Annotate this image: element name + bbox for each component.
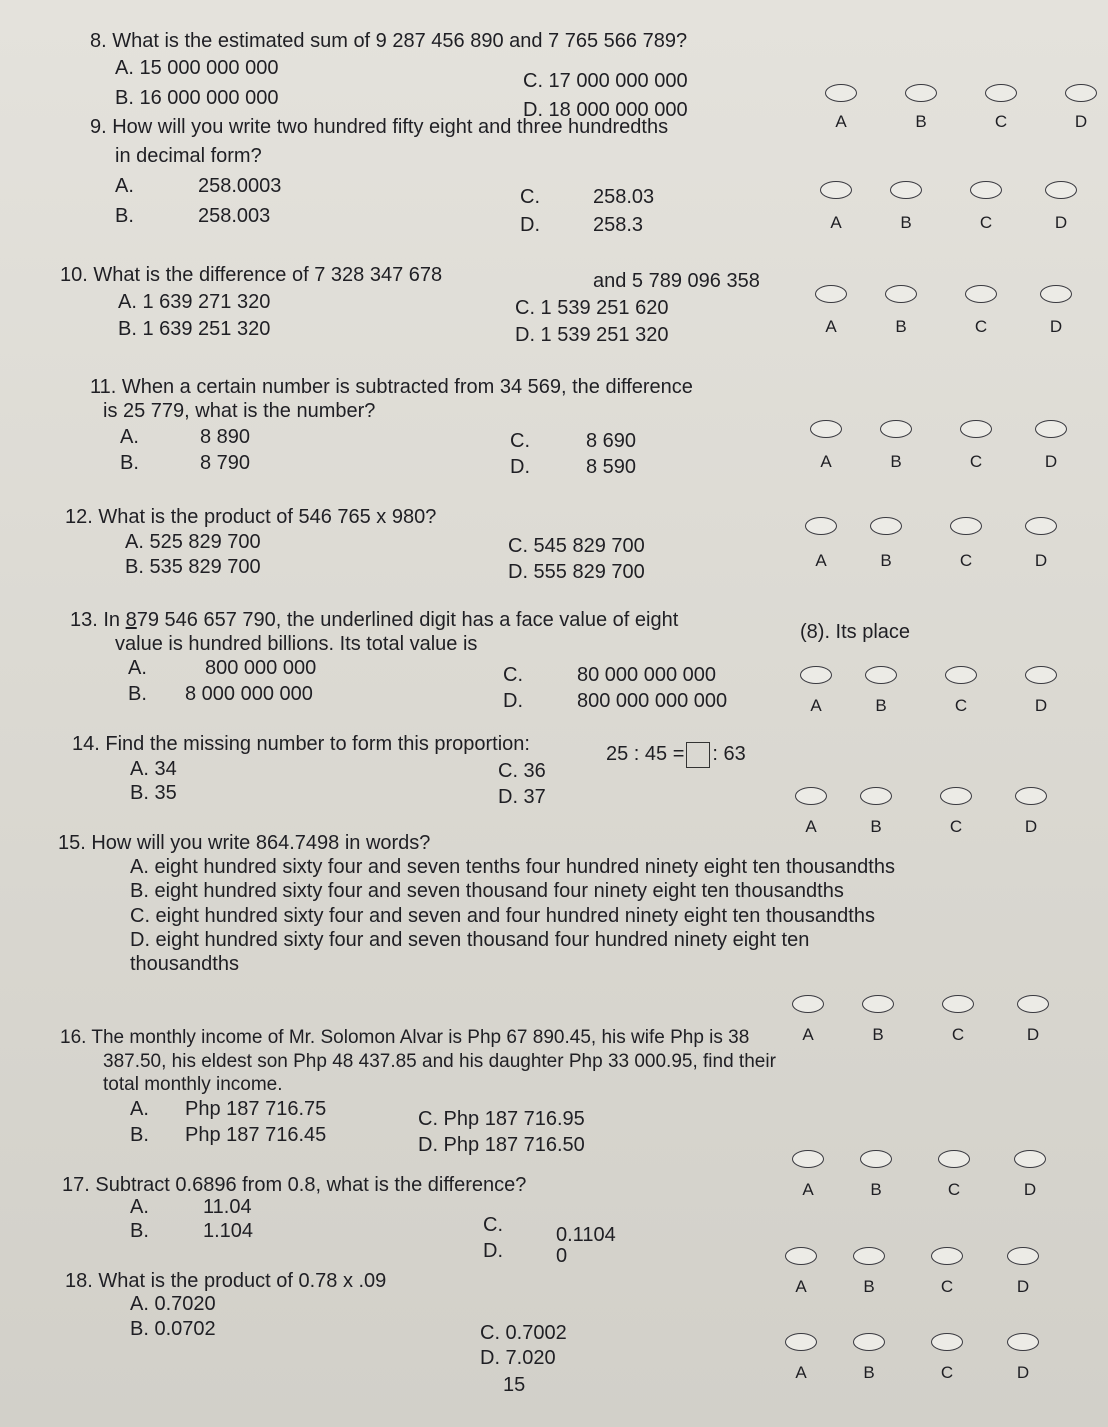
q13-bubble-label-d: D: [1034, 696, 1048, 715]
q17-option-a-label: A.: [130, 1196, 149, 1218]
q10-bubble-label-a: A: [825, 317, 837, 336]
q17-option-c: 0.1104: [556, 1224, 616, 1246]
q16-bubble-a[interactable]: [792, 1150, 824, 1168]
q10-bubble-b[interactable]: [885, 285, 917, 303]
q15-bubble-label-c: C: [951, 1025, 965, 1044]
q14-bubble-a[interactable]: [795, 787, 827, 805]
q16-option-a-label: A.: [130, 1098, 149, 1120]
q13-option-b-label: B.: [128, 683, 147, 705]
q13-bubble-label-b: B: [875, 696, 887, 715]
q11-option-d: 8 590: [586, 456, 637, 478]
q14-proportion-right: : 63: [712, 743, 746, 765]
q14-option-a: A. 34: [130, 758, 177, 780]
q10-bubble-label-b: B: [895, 317, 907, 336]
q13-option-b: 8 000 000 000: [185, 683, 313, 705]
q14-bubble-label-d: D: [1024, 817, 1038, 836]
q13-stem-line2: value is hundred billions. Its total value is: [115, 633, 478, 655]
q12-option-d: D. 555 829 700: [508, 561, 645, 583]
q14-option-b: B. 35: [130, 782, 177, 804]
page-number: 15: [503, 1374, 526, 1396]
q17-bubble-label-c: C: [940, 1277, 954, 1296]
q8-bubble-a[interactable]: [825, 84, 857, 102]
q13-option-c-label: C.: [503, 664, 523, 686]
q17-bubble-d[interactable]: [1007, 1247, 1039, 1265]
q16-option-a: Php 187 716.75: [185, 1098, 327, 1120]
q12-bubble-label-c: C: [959, 551, 973, 570]
q10-option-a: A. 1 639 271 320: [118, 291, 271, 313]
q16-option-d: D. Php 187 716.50: [418, 1134, 585, 1156]
q17-option-d-label: D.: [483, 1240, 503, 1262]
q13-stem-text: 79 546 657 790, the underlined digit has a face value of eight: [136, 609, 679, 631]
q13-stem-tail: (8). Its place: [800, 621, 911, 643]
q18-bubble-label-d: D: [1016, 1363, 1030, 1382]
q9-option-c: 258.03: [593, 186, 655, 208]
q18-stem: 18. What is the product of 0.78 x .09: [65, 1270, 387, 1292]
q15-bubble-d[interactable]: [1017, 995, 1049, 1013]
q17-bubble-b[interactable]: [853, 1247, 885, 1265]
q10-stem-part2: and 5 789 096 358: [593, 270, 760, 292]
q9-bubble-label-a: A: [830, 213, 842, 232]
q10-bubble-label-d: D: [1049, 317, 1063, 336]
q15-bubble-label-a: A: [802, 1025, 814, 1044]
q11-option-a-label: A.: [120, 426, 139, 448]
q13-bubble-label-a: A: [810, 696, 822, 715]
q17-bubble-label-a: A: [795, 1277, 807, 1296]
q10-bubble-c[interactable]: [965, 285, 997, 303]
q16-bubble-b[interactable]: [860, 1150, 892, 1168]
q8-bubble-label-a: A: [835, 112, 847, 131]
q9-stem-line2: in decimal form?: [115, 145, 262, 167]
q17-bubble-label-b: B: [863, 1277, 875, 1296]
q10-stem-part1: 10. What is the difference of 7 328 347 678: [60, 264, 443, 286]
q18-option-a: A. 0.7020: [130, 1293, 216, 1315]
q9-bubble-c[interactable]: [970, 181, 1002, 199]
q16-bubble-label-b: B: [870, 1180, 882, 1199]
q12-option-c: C. 545 829 700: [508, 535, 645, 557]
q15-option-b: B. eight hundred sixty four and seven thousand four ninety eight ten thousandths: [130, 880, 844, 902]
q15-bubble-b[interactable]: [862, 995, 894, 1013]
q8-bubble-label-b: B: [915, 112, 927, 131]
q9-bubble-a[interactable]: [820, 181, 852, 199]
q16-option-b-label: B.: [130, 1124, 149, 1146]
q10-bubble-label-c: C: [974, 317, 988, 336]
q15-bubble-label-d: D: [1026, 1025, 1040, 1044]
q16-stem-line2: 387.50, his eldest son Php 48 437.85 and his daughter Php 33 000.95, find their: [103, 1051, 776, 1072]
q9-bubble-label-d: D: [1054, 213, 1068, 232]
q8-option-b: B. 16 000 000 000: [115, 87, 279, 109]
q16-stem-line3: total monthly income.: [103, 1074, 283, 1095]
q13-bubble-a[interactable]: [800, 666, 832, 684]
q8-bubble-d[interactable]: [1065, 84, 1097, 102]
q15-option-d-line2: thousandths: [130, 953, 239, 975]
q17-bubble-label-d: D: [1016, 1277, 1030, 1296]
q10-option-b: B. 1 639 251 320: [118, 318, 271, 340]
q13-option-a-label: A.: [128, 657, 147, 679]
q16-option-c: C. Php 187 716.95: [418, 1108, 585, 1130]
q16-bubble-d[interactable]: [1014, 1150, 1046, 1168]
q9-stem-line1: 9. How will you write two hundred fifty eight and three hundredths: [90, 116, 669, 138]
q16-option-b: Php 187 716.45: [185, 1124, 327, 1146]
q10-bubble-a[interactable]: [815, 285, 847, 303]
q15-bubble-c[interactable]: [942, 995, 974, 1013]
q11-stem-line1: 11. When a certain number is subtracted from 34 569, the difference: [90, 376, 693, 398]
q11-option-d-label: D.: [510, 456, 530, 478]
q16-stem-line1: 16. The monthly income of Mr. Solomon Alvar is Php 67 890.45, his wife Php is 38: [60, 1027, 750, 1048]
q14-bubble-b[interactable]: [860, 787, 892, 805]
q13-stem-line1: [70, 609, 678, 631]
q15-bubble-label-b: B: [872, 1025, 884, 1044]
q9-bubble-label-b: B: [900, 213, 912, 232]
q9-bubble-b[interactable]: [890, 181, 922, 199]
q12-bubble-c[interactable]: [950, 517, 982, 535]
q16-bubble-label-d: D: [1023, 1180, 1037, 1199]
q15-bubble-a[interactable]: [792, 995, 824, 1013]
q17-option-b: 1.104: [203, 1220, 254, 1242]
q14-bubble-label-c: C: [949, 817, 963, 836]
q14-bubble-label-b: B: [870, 817, 882, 836]
q12-bubble-b[interactable]: [870, 517, 902, 535]
q11-bubble-b[interactable]: [880, 420, 912, 438]
q13-option-c: 80 000 000 000: [577, 664, 717, 686]
q11-option-a: 8 890: [200, 426, 251, 448]
q17-option-a: 11.04: [203, 1196, 252, 1218]
q9-option-d: 258.3: [593, 214, 644, 236]
q18-option-d: D. 7.020: [480, 1347, 556, 1369]
q14-option-d: D. 37: [498, 786, 546, 808]
q9-option-c-label: C.: [520, 186, 540, 208]
q15-stem: 15. How will you write 864.7498 in words?: [58, 832, 431, 854]
q11-stem-line2: is 25 779, what is the number?: [103, 400, 376, 422]
q14-bubble-label-a: A: [805, 817, 817, 836]
q12-option-a: A. 525 829 700: [125, 531, 261, 553]
q14-missing-number-box[interactable]: [686, 742, 710, 768]
q17-option-d: 0: [556, 1245, 568, 1267]
q11-bubble-a[interactable]: [810, 420, 842, 438]
q13-bubble-c[interactable]: [945, 666, 977, 684]
q11-option-c-label: C.: [510, 430, 530, 452]
q11-option-c: 8 690: [586, 430, 637, 452]
q8-option-c: C. 17 000 000 000: [523, 70, 688, 92]
q12-stem: 12. What is the product of 546 765 x 980?: [65, 506, 437, 528]
q10-bubble-d[interactable]: [1040, 285, 1072, 303]
q12-bubble-label-b: B: [880, 551, 892, 570]
q16-bubble-label-a: A: [802, 1180, 814, 1199]
q11-bubble-d[interactable]: [1035, 420, 1067, 438]
q12-option-b: B. 535 829 700: [125, 556, 261, 578]
q18-bubble-c[interactable]: [931, 1333, 963, 1351]
q13-option-d-label: D.: [503, 690, 523, 712]
q18-bubble-a[interactable]: [785, 1333, 817, 1351]
q11-bubble-label-d: D: [1044, 452, 1058, 471]
q8-bubble-c[interactable]: [985, 84, 1017, 102]
q14-proportion: [606, 740, 746, 768]
q15-option-c: C. eight hundred sixty four and seven and four hundred ninety eight ten thousandths: [130, 905, 875, 927]
q13-stem-number: 13. In: [70, 609, 126, 631]
q9-bubble-label-c: C: [979, 213, 993, 232]
q12-bubble-label-a: A: [815, 551, 827, 570]
q17-option-b-label: B.: [130, 1220, 149, 1242]
q9-option-b-label: B.: [115, 205, 134, 227]
q13-underlined-digit: 8: [125, 609, 137, 631]
q8-stem: 8. What is the estimated sum of 9 287 456 890 and 7 765 566 789?: [90, 30, 688, 52]
q14-bubble-d[interactable]: [1015, 787, 1047, 805]
q9-option-d-label: D.: [520, 214, 540, 236]
q8-bubble-label-d: D: [1074, 112, 1088, 131]
q13-bubble-label-c: C: [954, 696, 968, 715]
q15-option-a: A. eight hundred sixty four and seven tenths four hundred ninety eight ten thousandths: [130, 856, 895, 878]
q13-option-a: 800 000 000: [205, 657, 317, 679]
q15-option-d: D. eight hundred sixty four and seven thousand four hundred ninety eight ten: [130, 929, 810, 951]
q13-bubble-d[interactable]: [1025, 666, 1057, 684]
q18-option-b: B. 0.0702: [130, 1318, 216, 1340]
q17-bubble-c[interactable]: [931, 1247, 963, 1265]
q8-option-a: A. 15 000 000 000: [115, 57, 279, 79]
q11-bubble-label-a: A: [820, 452, 832, 471]
q9-bubble-d[interactable]: [1045, 181, 1077, 199]
q9-option-a-label: A.: [115, 175, 134, 197]
q18-bubble-label-a: A: [795, 1363, 807, 1382]
q14-bubble-c[interactable]: [940, 787, 972, 805]
q8-option-d: D. 18 000 000 000: [523, 99, 688, 121]
q11-option-b-label: B.: [120, 452, 139, 474]
q14-proportion-left: 25 : 45 =: [606, 743, 685, 765]
q10-option-d: D. 1 539 251 320: [515, 324, 669, 346]
q18-bubble-label-b: B: [863, 1363, 875, 1382]
q17-bubble-a[interactable]: [785, 1247, 817, 1265]
q16-bubble-label-c: C: [947, 1180, 961, 1199]
q16-bubble-c[interactable]: [938, 1150, 970, 1168]
q18-bubble-label-c: C: [940, 1363, 954, 1382]
q17-option-c-label: C.: [483, 1214, 503, 1236]
q8-bubble-label-c: C: [994, 112, 1008, 131]
q11-bubble-label-c: C: [969, 452, 983, 471]
q8-bubble-b[interactable]: [905, 84, 937, 102]
q9-option-a: 258.0003: [198, 175, 282, 197]
q11-bubble-c[interactable]: [960, 420, 992, 438]
q17-stem: 17. Subtract 0.6896 from 0.8, what is the difference?: [62, 1174, 527, 1196]
q12-bubble-d[interactable]: [1025, 517, 1057, 535]
q18-bubble-b[interactable]: [853, 1333, 885, 1351]
q14-stem: 14. Find the missing number to form this proportion:: [72, 733, 530, 755]
q13-bubble-b[interactable]: [865, 666, 897, 684]
q14-option-c: C. 36: [498, 760, 546, 782]
q9-option-b: 258.003: [198, 205, 271, 227]
q10-option-c: C. 1 539 251 620: [515, 297, 669, 319]
q11-option-b: 8 790: [200, 452, 251, 474]
q18-option-c: C. 0.7002: [480, 1322, 567, 1344]
q12-bubble-label-d: D: [1034, 551, 1048, 570]
q11-bubble-label-b: B: [890, 452, 902, 471]
q13-option-d: 800 000 000 000: [577, 690, 728, 712]
q18-bubble-d[interactable]: [1007, 1333, 1039, 1351]
q12-bubble-a[interactable]: [805, 517, 837, 535]
